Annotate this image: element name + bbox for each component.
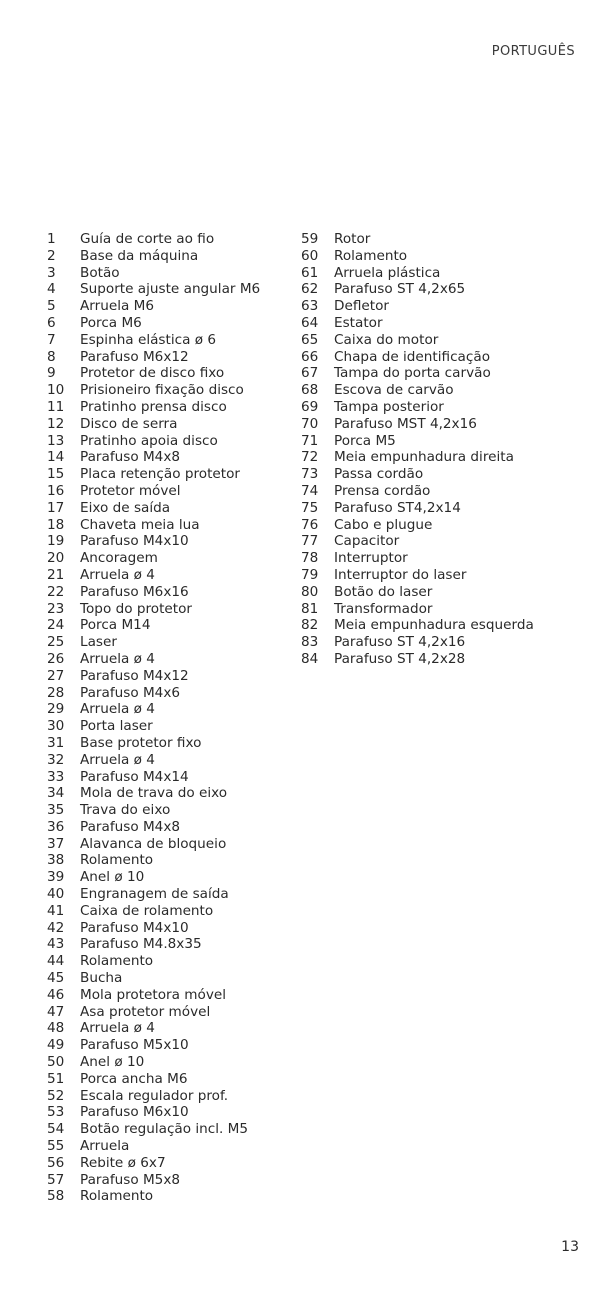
part-number: 15 — [47, 466, 65, 483]
part-list-item — [301, 449, 534, 466]
part-number: 9 — [47, 365, 56, 382]
part-name: Engranagem de saída — [80, 886, 229, 903]
parts-list-right — [301, 231, 534, 668]
part-name: Alavanca de bloqueio — [80, 835, 227, 852]
part-number: 67 — [301, 365, 319, 382]
part-list-item — [47, 1004, 260, 1021]
part-name: Disco de serra — [80, 415, 178, 432]
parts-list-left — [47, 231, 260, 1205]
part-list-item — [301, 584, 534, 601]
part-number: 8 — [47, 348, 56, 365]
part-list-item — [47, 550, 260, 567]
part-list-item — [301, 617, 534, 634]
part-list-item — [47, 785, 260, 802]
part-list-item — [47, 735, 260, 752]
part-name: Defletor — [334, 298, 389, 315]
part-list-item — [301, 332, 534, 349]
part-name: Parafuso ST 4,2x65 — [334, 281, 466, 298]
part-name: Botão do laser — [334, 583, 433, 600]
part-list-item — [47, 869, 260, 886]
part-list-item — [301, 466, 534, 483]
part-number: 70 — [301, 415, 319, 432]
part-name: Parafuso ST 4,2x16 — [334, 634, 466, 651]
part-number: 78 — [301, 550, 319, 567]
part-list-item — [47, 769, 260, 786]
part-name: Rolamento — [80, 1188, 154, 1205]
part-list-item — [301, 651, 534, 668]
part-number: 43 — [47, 936, 65, 953]
part-name: Arruela — [80, 1138, 130, 1155]
part-number: 11 — [47, 398, 65, 415]
part-list-item — [47, 382, 260, 399]
part-list-item — [47, 1121, 260, 1138]
part-list-item — [301, 399, 534, 416]
part-list-item — [301, 231, 534, 248]
part-number: 51 — [47, 1070, 65, 1087]
part-name: Mola de trava do eixo — [80, 785, 228, 802]
part-list-item — [301, 248, 534, 265]
part-name: Parafuso M4x8 — [80, 818, 181, 835]
part-name: Escala regulador prof. — [80, 1087, 229, 1104]
part-list-item — [47, 1188, 260, 1205]
part-name: Parafuso M5x10 — [80, 1037, 189, 1054]
page-number: 13 — [561, 1239, 579, 1255]
part-name: Parafuso M4x8 — [80, 449, 181, 466]
part-number: 24 — [47, 617, 65, 634]
part-name: Rolamento — [334, 247, 408, 264]
part-name: Botão — [80, 264, 120, 281]
part-name: Parafuso M6x12 — [80, 348, 189, 365]
part-list-item — [47, 970, 260, 987]
part-number: 53 — [47, 1104, 65, 1121]
part-number: 25 — [47, 634, 65, 651]
part-number: 65 — [301, 331, 319, 348]
part-name: Arruela plástica — [334, 264, 441, 281]
part-list-item — [47, 466, 260, 483]
part-number: 22 — [47, 583, 65, 600]
part-list-item — [301, 416, 534, 433]
part-list-item — [47, 349, 260, 366]
part-list-item — [47, 903, 260, 920]
part-list-item — [47, 685, 260, 702]
part-name: Escova de carvão — [334, 382, 454, 399]
part-name: Chaveta meia lua — [80, 516, 200, 533]
part-list-item — [47, 936, 260, 953]
part-list-item — [47, 1071, 260, 1088]
part-list-item — [301, 281, 534, 298]
part-number: 63 — [301, 298, 319, 315]
part-list-item — [301, 349, 534, 366]
part-list-item — [47, 281, 260, 298]
part-number: 80 — [301, 583, 319, 600]
part-number: 46 — [47, 986, 65, 1003]
part-list-item — [47, 651, 260, 668]
part-name: Arruela ø 4 — [80, 566, 155, 583]
part-list-item — [47, 248, 260, 265]
part-number: 40 — [47, 886, 65, 903]
part-number: 68 — [301, 382, 319, 399]
part-list-item — [47, 987, 260, 1004]
part-list-item — [301, 382, 534, 399]
part-name: Mola protetora móvel — [80, 986, 227, 1003]
part-number: 56 — [47, 1154, 65, 1171]
part-number: 66 — [301, 348, 319, 365]
part-name: Passa cordão — [334, 466, 424, 483]
part-list-item — [301, 533, 534, 550]
part-number: 29 — [47, 701, 65, 718]
part-list-item — [301, 634, 534, 651]
part-name: Arruela M6 — [80, 298, 155, 315]
part-name: Arruela ø 4 — [80, 701, 155, 718]
part-number: 84 — [301, 650, 319, 667]
part-name: Rebite ø 6x7 — [80, 1154, 166, 1171]
part-list-item — [47, 1155, 260, 1172]
part-number: 44 — [47, 953, 65, 970]
part-number: 42 — [47, 919, 65, 936]
part-list-item — [47, 315, 260, 332]
part-name: Prensa cordão — [334, 482, 431, 499]
part-number: 82 — [301, 617, 319, 634]
language-label: PORTUGUÊS — [491, 44, 575, 59]
part-number: 76 — [301, 516, 319, 533]
part-number: 83 — [301, 634, 319, 651]
part-list-item — [47, 886, 260, 903]
part-name: Asa protetor móvel — [80, 1003, 211, 1020]
part-list-item — [47, 500, 260, 517]
part-name: Interruptor do laser — [334, 566, 467, 583]
part-list-item — [47, 701, 260, 718]
part-number: 39 — [47, 869, 65, 886]
part-number: 62 — [301, 281, 319, 298]
part-name: Parafuso M4x10 — [80, 919, 189, 936]
part-number: 50 — [47, 1054, 65, 1071]
part-name: Pratinho prensa disco — [80, 398, 227, 415]
part-name: Caixa do motor — [334, 331, 439, 348]
part-number: 1 — [47, 231, 56, 247]
part-list-item — [47, 1104, 260, 1121]
part-list-item — [47, 1020, 260, 1037]
part-name: Topo do protetor — [80, 600, 193, 617]
part-number: 38 — [47, 852, 65, 869]
part-name: Parafuso M4x6 — [80, 684, 181, 701]
part-list-item — [47, 517, 260, 534]
part-list-item — [47, 920, 260, 937]
part-number: 77 — [301, 533, 319, 550]
part-number: 14 — [47, 449, 65, 466]
part-name: Espinha elástica ø 6 — [80, 331, 217, 348]
part-number: 74 — [301, 482, 319, 499]
part-number: 35 — [47, 802, 65, 819]
part-list-item — [47, 1054, 260, 1071]
part-number: 20 — [47, 550, 65, 567]
part-number: 81 — [301, 600, 319, 617]
part-list-item — [47, 416, 260, 433]
part-name: Base protetor fixo — [80, 734, 202, 751]
part-list-item — [47, 601, 260, 618]
part-name: Parafuso MST 4,2x16 — [334, 415, 477, 432]
part-number: 17 — [47, 499, 65, 516]
part-name: Protetor de disco fixo — [80, 365, 225, 382]
part-number: 33 — [47, 768, 65, 785]
part-name: Parafuso M4.8x35 — [80, 936, 202, 953]
part-name: Protetor móvel — [80, 482, 181, 499]
part-list-item — [47, 836, 260, 853]
part-number: 32 — [47, 751, 65, 768]
part-list-item — [301, 365, 534, 382]
part-name: Suporte ajuste angular M6 — [80, 281, 261, 298]
part-number: 18 — [47, 516, 65, 533]
part-number: 4 — [47, 281, 56, 298]
part-number: 2 — [47, 247, 56, 264]
part-name: Eixo de saída — [80, 499, 171, 516]
part-name: Rolamento — [80, 852, 154, 869]
part-name: Porca M5 — [334, 432, 396, 449]
part-number: 64 — [301, 314, 319, 331]
part-list-item — [301, 500, 534, 517]
part-list-item — [47, 399, 260, 416]
part-name: Parafuso ST 4,2x28 — [334, 650, 466, 667]
part-number: 16 — [47, 482, 65, 499]
part-number: 7 — [47, 331, 56, 348]
part-name: Arruela ø 4 — [80, 1020, 155, 1037]
part-list-item — [301, 433, 534, 450]
part-number: 57 — [47, 1171, 65, 1188]
part-list-item — [301, 567, 534, 584]
part-name: Parafuso M4x14 — [80, 768, 189, 785]
part-name: Botão regulação incl. M5 — [80, 1121, 249, 1138]
part-list-item — [47, 634, 260, 651]
part-list-item — [301, 298, 534, 315]
part-list-item — [47, 1088, 260, 1105]
part-list-item — [301, 550, 534, 567]
part-number: 3 — [47, 264, 56, 281]
part-name: Bucha — [80, 970, 123, 987]
part-list-item — [47, 365, 260, 382]
part-number: 61 — [301, 264, 319, 281]
part-number: 31 — [47, 734, 65, 751]
part-name: Parafuso M6x10 — [80, 1104, 189, 1121]
part-name: Meia empunhadura esquerda — [334, 617, 534, 634]
part-name: Rotor — [334, 231, 371, 247]
part-name: Estator — [334, 314, 383, 331]
part-list-item — [301, 315, 534, 332]
part-name: Trava do eixo — [80, 802, 171, 819]
part-number: 21 — [47, 566, 65, 583]
part-list-item — [47, 1172, 260, 1189]
part-name: Parafuso M6x16 — [80, 583, 189, 600]
part-name: Prisioneiro fixação disco — [80, 382, 244, 399]
part-name: Porca ancha M6 — [80, 1070, 188, 1087]
part-name: Base da máquina — [80, 247, 199, 264]
part-name: Parafuso M4x10 — [80, 533, 189, 550]
part-list-item — [47, 718, 260, 735]
part-number: 13 — [47, 432, 65, 449]
part-list-item — [47, 819, 260, 836]
part-list-item — [301, 483, 534, 500]
part-name: Ancoragem — [80, 550, 158, 567]
part-list-item — [47, 752, 260, 769]
part-list-item — [301, 265, 534, 282]
part-number: 73 — [301, 466, 319, 483]
part-name: Arruela ø 4 — [80, 650, 155, 667]
part-number: 5 — [47, 298, 56, 315]
part-list-item — [47, 533, 260, 550]
part-name: Rolamento — [80, 953, 154, 970]
part-list-item — [301, 517, 534, 534]
part-number: 41 — [47, 902, 65, 919]
part-list-item — [47, 852, 260, 869]
part-list-item — [47, 567, 260, 584]
part-name: Porca M14 — [80, 617, 151, 634]
part-name: Guía de corte ao fio — [80, 231, 215, 247]
part-name: Chapa de identificação — [334, 348, 491, 365]
part-number: 58 — [47, 1188, 65, 1205]
part-name: Pratinho apoia disco — [80, 432, 218, 449]
part-number: 79 — [301, 566, 319, 583]
part-list-item — [47, 265, 260, 282]
part-number: 69 — [301, 398, 319, 415]
part-list-item — [47, 668, 260, 685]
part-number: 71 — [301, 432, 319, 449]
part-name: Capacitor — [334, 533, 400, 550]
part-number: 55 — [47, 1138, 65, 1155]
part-number: 45 — [47, 970, 65, 987]
part-number: 27 — [47, 667, 65, 684]
part-number: 34 — [47, 785, 65, 802]
part-number: 47 — [47, 1003, 65, 1020]
part-name: Porta laser — [80, 718, 153, 735]
part-name: Placa retenção protetor — [80, 466, 240, 483]
part-number: 48 — [47, 1020, 65, 1037]
part-number: 36 — [47, 818, 65, 835]
part-number: 6 — [47, 314, 56, 331]
part-name: Laser — [80, 634, 117, 651]
part-number: 28 — [47, 684, 65, 701]
part-list-item — [47, 617, 260, 634]
part-name: Tampa posterior — [334, 398, 444, 415]
part-number: 59 — [301, 231, 319, 247]
part-number: 54 — [47, 1121, 65, 1138]
part-name: Anel ø 10 — [80, 1054, 145, 1071]
part-name: Arruela ø 4 — [80, 751, 155, 768]
part-name: Parafuso M4x12 — [80, 667, 189, 684]
part-name: Cabo e plugue — [334, 516, 433, 533]
part-list-item — [47, 802, 260, 819]
part-list-item — [47, 449, 260, 466]
part-name: Tampa do porta carvão — [334, 365, 491, 382]
part-number: 19 — [47, 533, 65, 550]
part-name: Porca M6 — [80, 314, 142, 331]
part-name: Caixa de rolamento — [80, 902, 214, 919]
part-name: Transformador — [334, 600, 433, 617]
part-list-item — [47, 298, 260, 315]
part-list-item — [301, 601, 534, 618]
part-list-item — [47, 433, 260, 450]
part-list-item — [47, 584, 260, 601]
part-list-item — [47, 953, 260, 970]
part-name: Meia empunhadura direita — [334, 449, 514, 466]
part-number: 37 — [47, 835, 65, 852]
part-number: 26 — [47, 650, 65, 667]
part-list-item — [47, 332, 260, 349]
part-number: 75 — [301, 499, 319, 516]
part-list-item — [47, 231, 260, 248]
part-number: 72 — [301, 449, 319, 466]
part-number: 49 — [47, 1037, 65, 1054]
part-number: 30 — [47, 718, 65, 735]
part-number: 60 — [301, 247, 319, 264]
part-number: 10 — [47, 382, 65, 399]
part-name: Interruptor — [334, 550, 408, 567]
part-list-item — [47, 1037, 260, 1054]
part-name: Parafuso M5x8 — [80, 1171, 181, 1188]
part-number: 23 — [47, 600, 65, 617]
part-list-item — [47, 1138, 260, 1155]
part-number: 52 — [47, 1087, 65, 1104]
part-name: Parafuso ST4,2x14 — [334, 499, 461, 516]
part-name: Anel ø 10 — [80, 869, 145, 886]
part-number: 12 — [47, 415, 65, 432]
part-list-item — [47, 483, 260, 500]
